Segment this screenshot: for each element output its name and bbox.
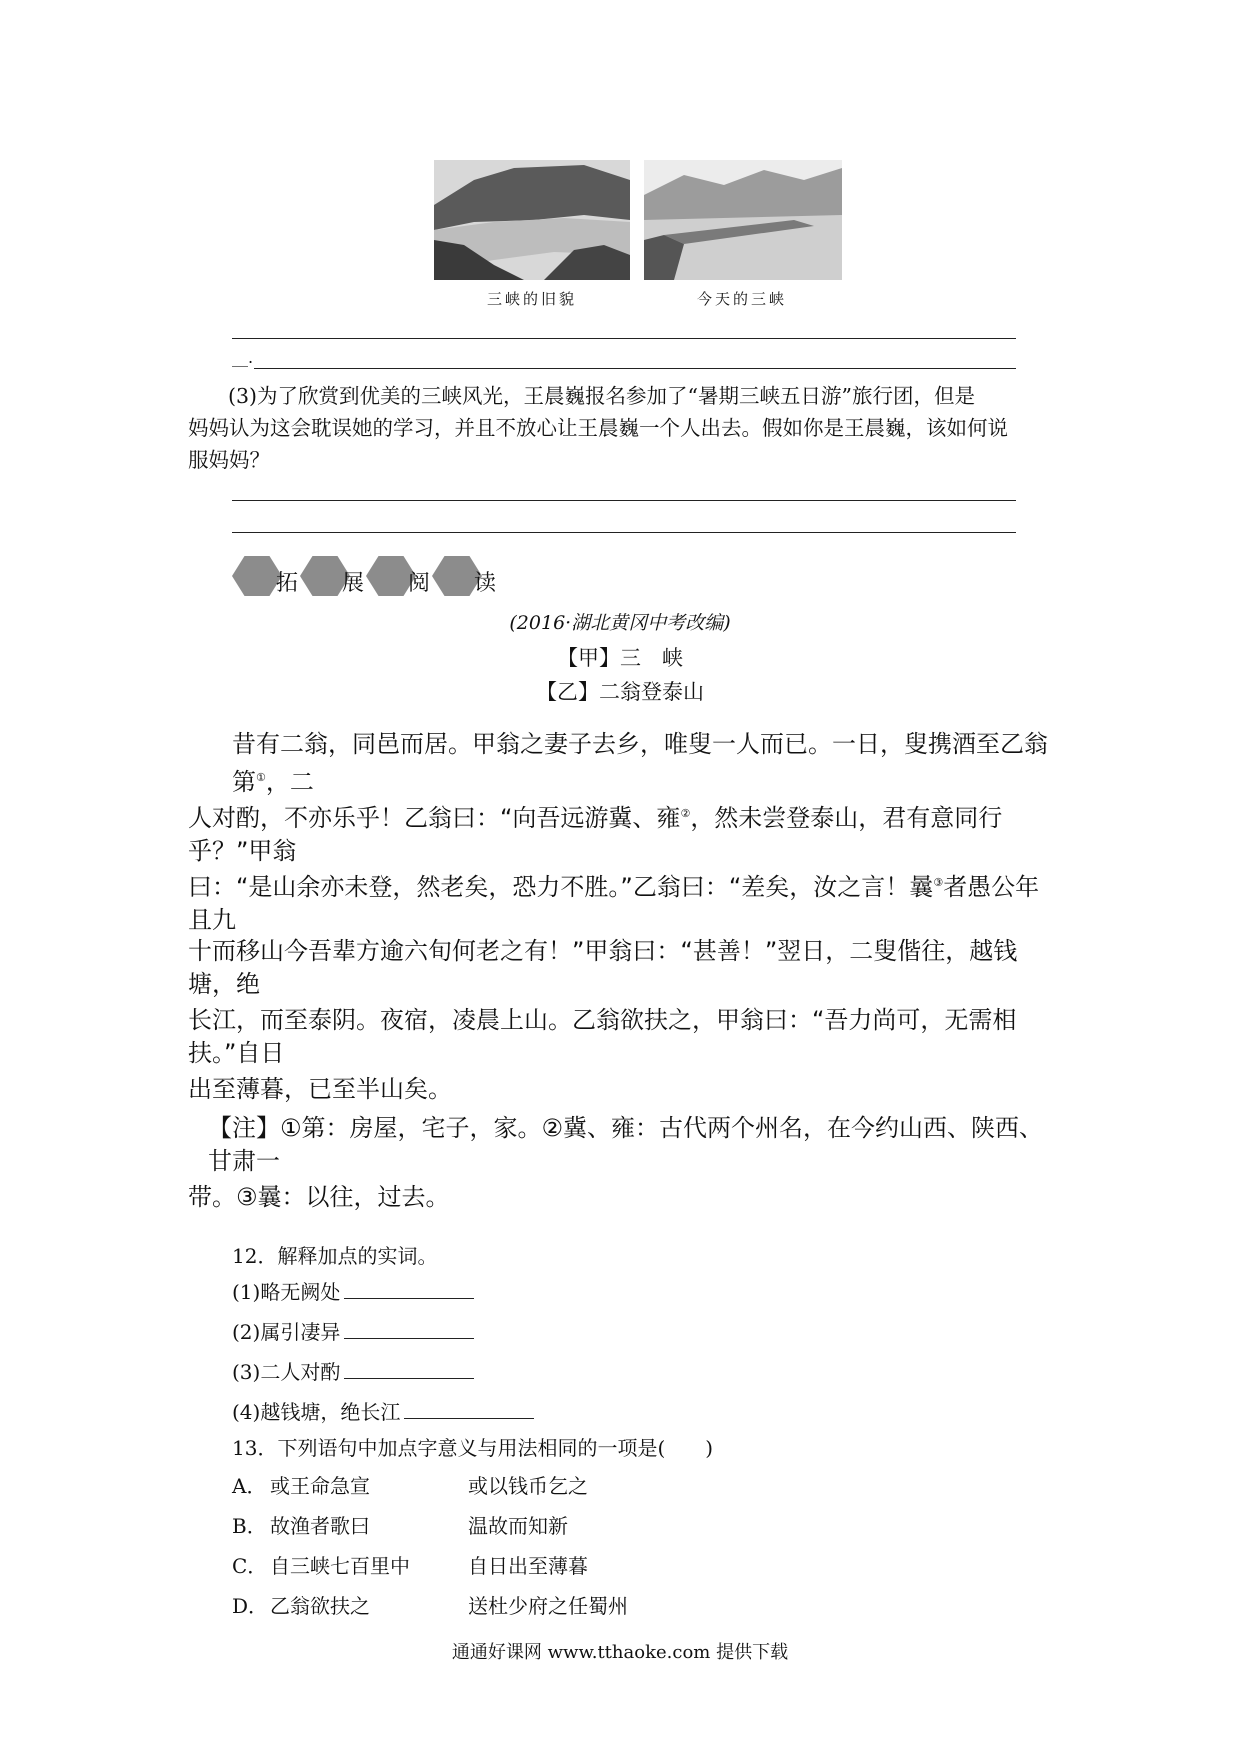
q12-item-text: (4)越钱塘，绝长江: [232, 1400, 401, 1424]
passage-text: 曰：“是山余亦未登，然老矣，恐力不胜。”乙翁曰：“差矣，汝之言！曩: [188, 873, 934, 901]
option-b-left: 故渔者歌曰: [270, 1514, 370, 1538]
answer-blank[interactable]: [404, 1400, 534, 1419]
passage-line: [188, 728, 1058, 797]
passage-text: ，然未尝登泰山，君有意同行乎？”甲翁: [188, 804, 1003, 865]
q3-line: (3)为了欣赏到优美的三峡风光，王晨巍报名参加了“暑期三峡五日游”旅行团，但是: [228, 384, 975, 408]
note-marker: ③: [933, 876, 944, 889]
note-marker: ②: [680, 807, 691, 820]
passage-line: [188, 866, 1058, 935]
option-b-label: B．: [232, 1514, 267, 1538]
note-marker: ①: [256, 771, 266, 784]
passage-line: 出至薄暮，已至半山矣。: [188, 1075, 452, 1103]
passage: [188, 728, 1058, 1142]
question-12-title: 12．解释加点的实词。: [232, 1244, 438, 1268]
old-photo-caption: 三峡的旧貌: [486, 290, 577, 308]
option-a-left: 或王命急宣: [270, 1474, 370, 1498]
title-jia: 【甲】三 峡: [557, 646, 683, 670]
title-yi: 【乙】二翁登泰山: [536, 680, 704, 704]
today-three-gorges-photo: [644, 160, 842, 280]
answer-blank[interactable]: [344, 1280, 474, 1299]
hexagon-icon: [232, 556, 282, 596]
option-c-left: 自三峡七百里中: [270, 1554, 410, 1578]
option-d-right: 送杜少府之任蜀州: [468, 1594, 628, 1618]
section-char: 拓: [276, 571, 299, 596]
q12-item-text: (3)二人对酌: [232, 1360, 341, 1384]
old-gorges-illustration: [434, 160, 630, 280]
passage-line: 长江，而至泰阴。夜宿，凌晨上山。乙翁欲扶之，甲翁曰：“吾力尚可，无需相扶。”自日: [188, 1006, 1017, 1067]
q12-item-text: (2)属引凄异: [232, 1320, 341, 1344]
option-d-label: D．: [232, 1594, 269, 1618]
answer-blank[interactable]: [344, 1360, 474, 1379]
answer-blank[interactable]: [344, 1320, 474, 1339]
today-photo-caption: 今天的三峡: [696, 290, 787, 308]
answer-line-end: __.: [232, 348, 254, 367]
section-char: 读: [474, 571, 497, 596]
passage-text: 人对酌，不亦乐乎！乙翁曰：“向吾远游冀、雍: [188, 804, 681, 832]
today-gorges-illustration: [644, 160, 842, 280]
passage-line: [188, 797, 1058, 866]
section-title-extended-reading: [232, 556, 632, 606]
answer-line: [232, 338, 1016, 339]
option-b-right: 温故而知新: [468, 1514, 568, 1538]
option-c-label: C．: [232, 1554, 268, 1578]
notes: [188, 1112, 1058, 1250]
q12-item-text: (1)略无阙处: [232, 1280, 341, 1304]
q3-line: 妈妈认为这会耽误她的学习，并且不放心让王晨巍一个人出去。假如你是王晨巍，该如何说: [188, 416, 1008, 440]
question-3: [188, 380, 1058, 476]
question-12-item: [232, 1356, 474, 1385]
footer: 通通好课网 www.tthaoke.com 提供下载: [451, 1642, 789, 1663]
option-a-label: A．: [232, 1474, 267, 1498]
section-char: 阅: [408, 571, 431, 596]
answer-line: [232, 500, 1016, 501]
question-12-item: [232, 1396, 534, 1425]
passage-text: 昔有二翁，同邑而居。甲翁之妻子去乡，唯叟一人而已。一日，叟携酒至乙翁第: [232, 730, 1048, 796]
notes-line: 【注】①第：房屋，宅子，家。②冀、雍：古代两个州名，在今约山西、陕西、甘肃一: [208, 1114, 1044, 1175]
answer-line: [254, 368, 1016, 369]
question-12-item: [232, 1276, 474, 1305]
question-13-title: 13．下列语句中加点字意义与用法相同的一项是( ): [232, 1436, 714, 1460]
section-char: 展: [342, 571, 365, 596]
passage-text: 者愚公年且九: [188, 873, 1040, 934]
passage-text: ，二: [265, 768, 314, 796]
notes-line: 带。③曩：以往，过去。: [188, 1183, 450, 1211]
question-12-item: [232, 1316, 474, 1345]
option-a-right: 或以钱币乞之: [468, 1474, 588, 1498]
source-note: (2016·湖北黄冈中考改编): [509, 612, 731, 634]
old-three-gorges-photo: [434, 160, 630, 280]
passage-line: 十而移山今吾辈方逾六旬何老之有！”甲翁曰：“甚善！”翌日，二叟偕往，越钱塘，绝: [188, 937, 1018, 998]
option-c-right: 自日出至薄暮: [468, 1554, 588, 1578]
option-d-left: 乙翁欲扶之: [270, 1594, 370, 1618]
answer-line: [232, 532, 1016, 533]
q3-line: 服妈妈？: [188, 448, 270, 472]
